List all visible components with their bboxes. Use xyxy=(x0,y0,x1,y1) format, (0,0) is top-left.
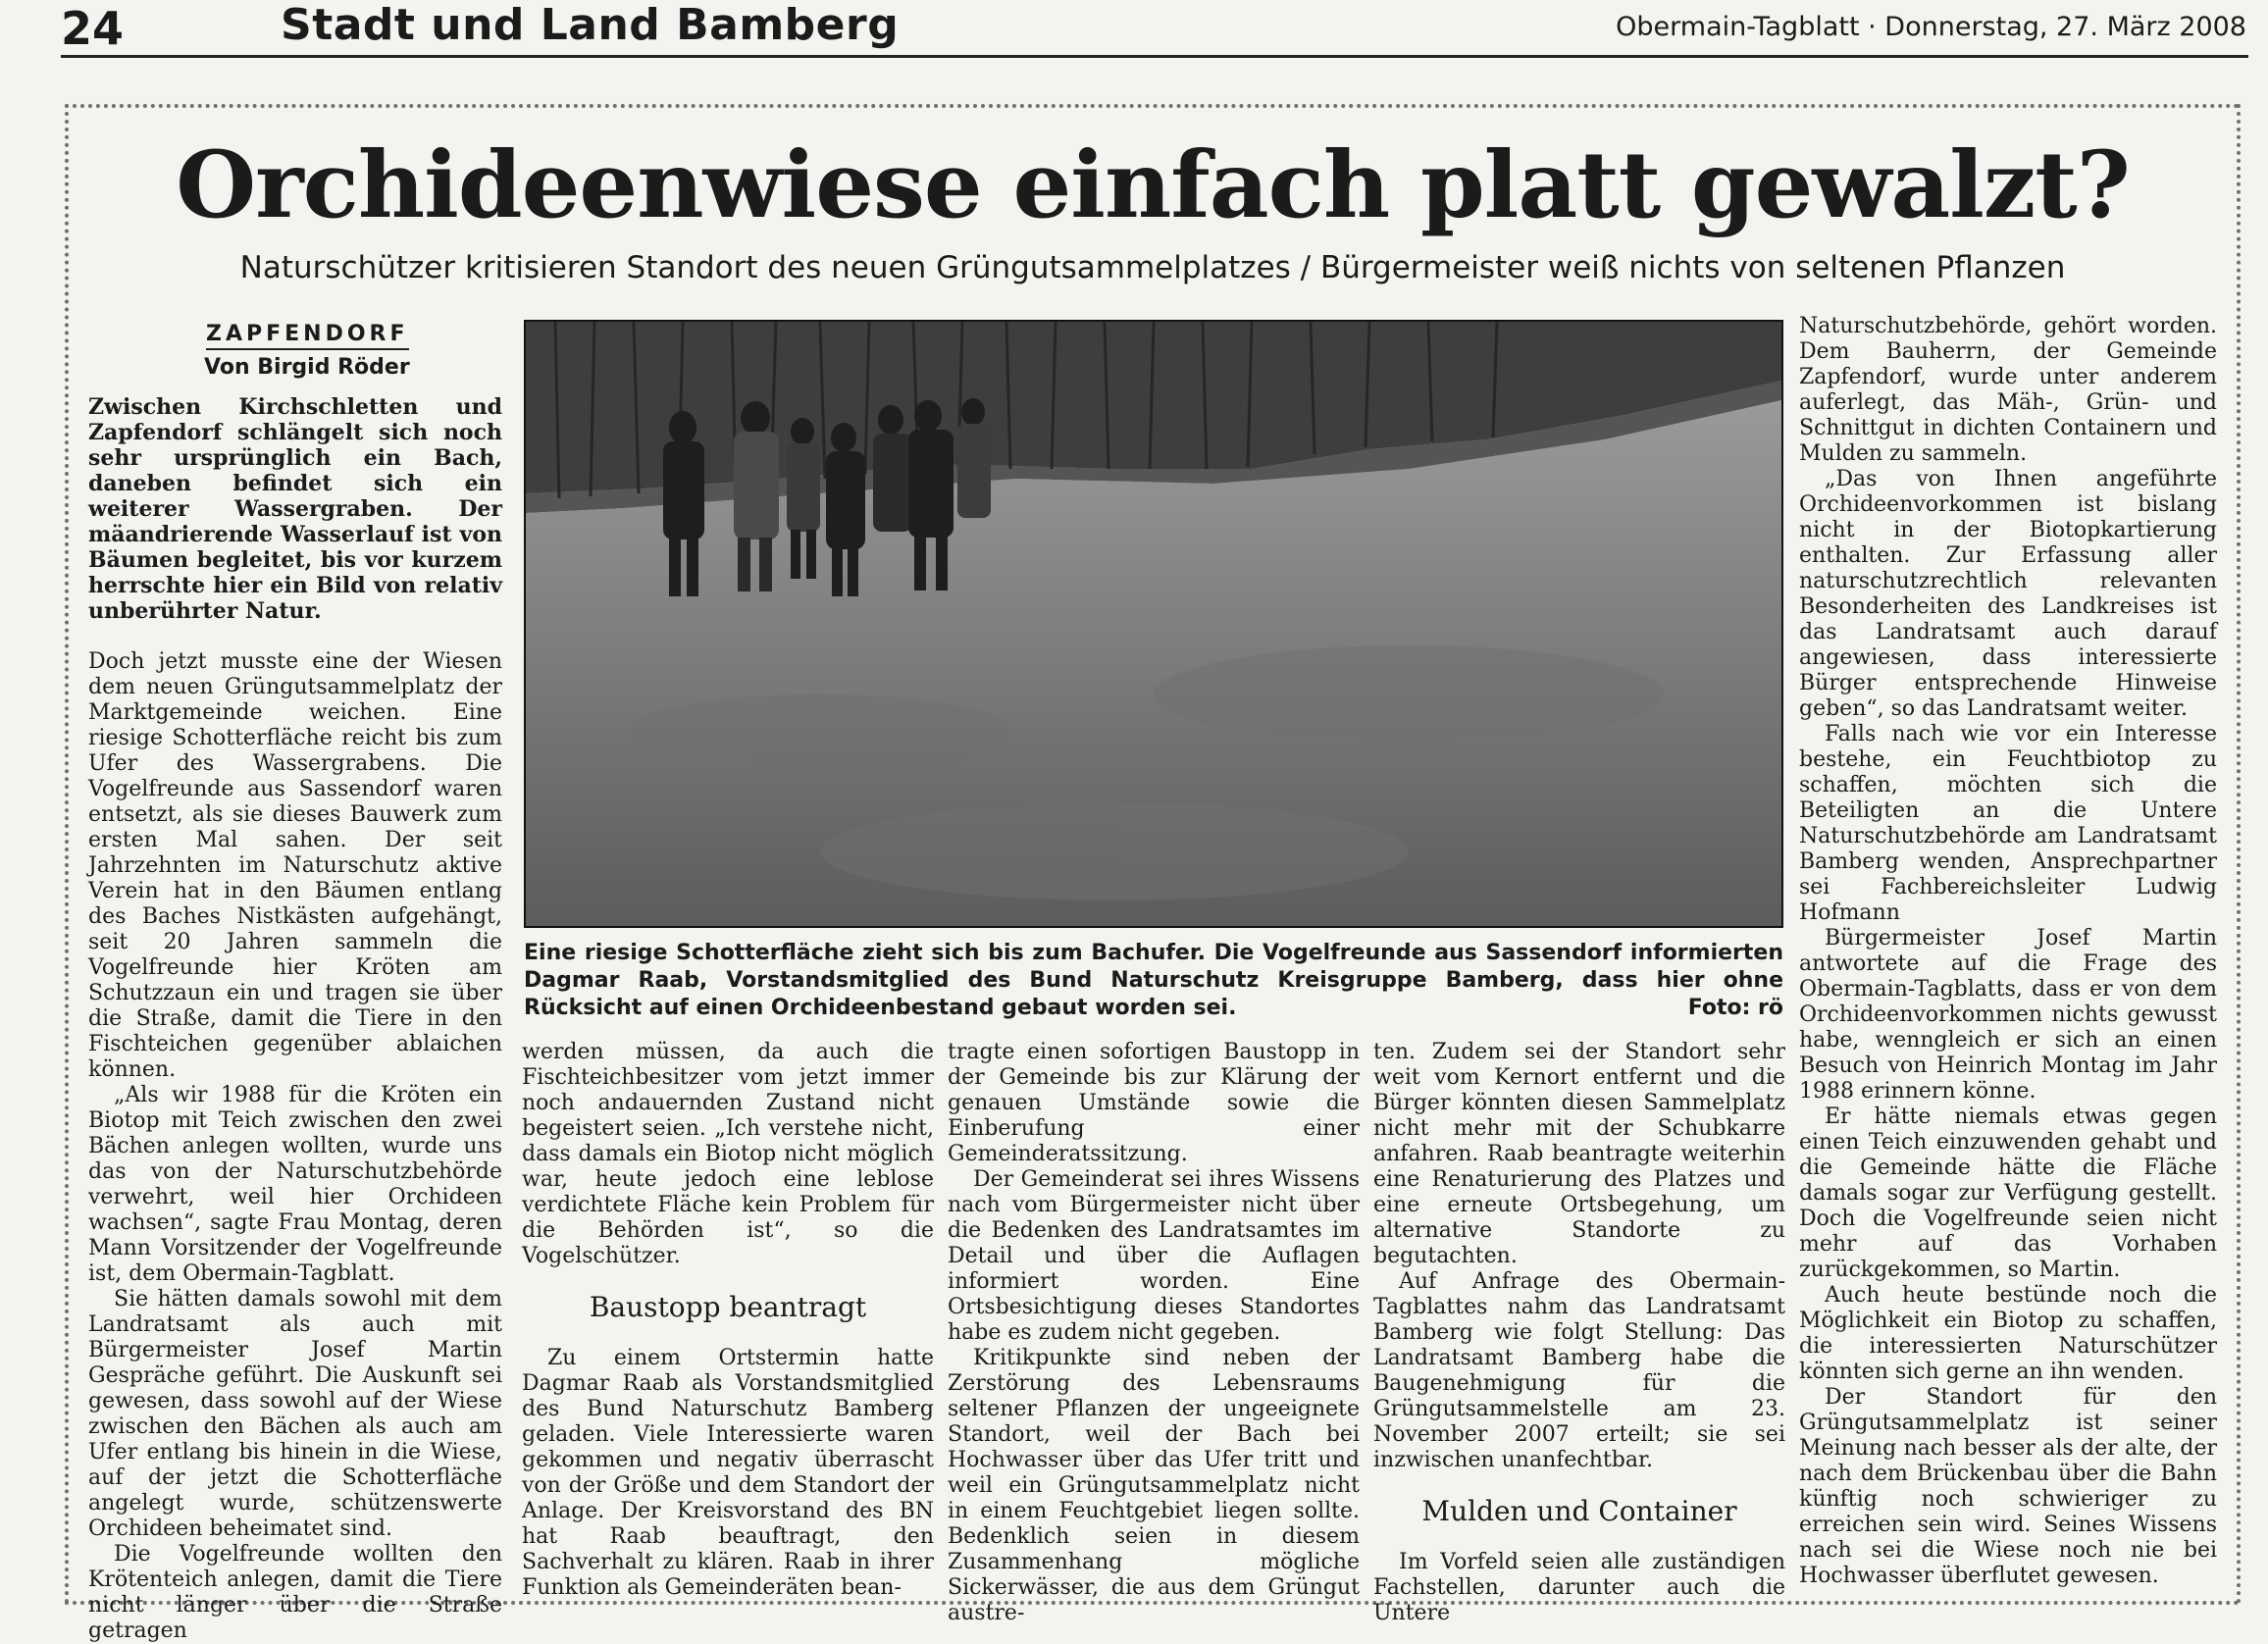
paragraph: tragte einen sofortigen Baustopp in der Gemeinde bis zur Klärung der genauen Umstände sowie die Einberufung einer Gemeinderatssitzung. xyxy=(948,1040,1360,1166)
text-column-3 xyxy=(948,1040,1360,1626)
paragraph: Sie hätten damals sowohl mit dem Landratsamt als auch mit Bürgermeister Josef Martin Gespräche geführt. Die Auskunft sei gewesen, dass sowohl auf der Wiese zwischen den Bächen als auch am Ufer entlang bis hinein in die Wiese, auf der jetzt die Schotterfläche angelegt wurde, schützenswerte Orchideen beheimatet sind. xyxy=(88,1287,502,1541)
paragraph: Falls nach wie vor ein Interesse bestehe, ein Feuchtbiotop zu schaffen, möchten sich die Beteiligten an die Untere Naturschutzbehörde am Landratsamt Bamberg wenden, Ansprechpartner sei Fachbereichsleiter Ludwig Hofmann xyxy=(1799,722,2217,925)
photo-credit: Foto: rö xyxy=(1687,996,1783,1020)
byline: Von Birgid Röder xyxy=(204,355,410,380)
article-subheadline: Naturschützer kritisieren Standort des neuen Grüngutsammelplatzes / Bürgermeister weiß nichts von seltenen Pflanzen xyxy=(239,250,2066,285)
subheading-mulden: Mulden und Container xyxy=(1421,1495,1737,1527)
text-column-2 xyxy=(522,1040,934,1601)
masthead-info: Obermain-Tagblatt · Donnerstag, 27. März 2008 xyxy=(1616,12,2246,42)
paragraph: Kritikpunkte sind neben der Zerstörung des Lebensraums seltener Pflanzen der ungeeignete Standort, weil der Bach bei Hochwasser über das Ufer tritt und weil ein Grüngutsammelplatz nicht in einem Feuchtgebiet liegen sollte. Bedenklich seien in diesem Zusammenhang mögliche Sickerwässer, die aus dem Grüngut austre- xyxy=(948,1346,1360,1625)
paragraph: Naturschutzbehörde, gehört worden. Dem Bauherrn, der Gemeinde Zapfendorf, wurde unter anderem auferlegt, das Mäh-, Grün- und Schnittgut in dichten Containern und Mulden zu sammeln. xyxy=(1799,314,2217,466)
paragraph: Doch jetzt musste eine der Wiesen dem neuen Grüngutsammelplatz der Marktgemeinde weichen. Eine riesige Schotterfläche reicht bis zum Ufer des Wassergrabens. Die Vogelfreunde aus Sassendorf waren entsetzt, als sie dieses Bauwerk zum ersten Mal sahen. Der seit Jahrzehnten im Naturschutz aktive Verein hat in den Bäumen entlang des Baches Nistkästen aufgehängt, seit 20 Jahren sammeln die Vogelfreunde hier Kröten am Schutzzaun ein und tragen sie über die Straße, damit die Tiere in den Fischteichen gegenüber ablaichen können. xyxy=(88,649,502,1082)
article-photo xyxy=(524,320,1783,928)
lead-paragraph: Zwischen Kirchschletten und Zapfendorf schlängelt sich noch sehr ursprünglich ein Bach, daneben befindet sich ein weiterer Wassergraben. Der mäandrierende Wasserlauf ist von Bäumen begleitet, bis vor kurzem herrschte hier ein Bild von relativ unberührter Natur. xyxy=(88,394,502,624)
paragraph: ten. Zudem sei der Standort sehr weit vom Kernort entfernt und die Bürger könnten diesen Sammelplatz nicht mehr mit der Schubkarre anfahren. Raab beantragte weiterhin eine Renaturierung des Platzes und eine erneute Ortsbegehung, um alternative Standorte zu begutachten. xyxy=(1373,1040,1785,1268)
subheading-baustopp: Baustopp beantragt xyxy=(589,1291,867,1323)
paragraph: „Das von Ihnen angeführte Orchideenvorkommen ist bislang nicht in der Biotopkartierung enthalten. Zur Erfassung aller naturschutzrechtlich relevanten Besonderheiten des Landkreises ist das Landratsamt auch darauf angewiesen, dass interessierte Bürger entsprechende Hinweise geben“, so das Landratsamt weiter. xyxy=(1799,467,2217,721)
photo-caption-text: Eine riesige Schotterfläche zieht sich bis zum Bachufer. Die Vogelfreunde aus Sassendorf informierten Dagmar Raab, Vorstandsmitglied des Bund Naturschutz Kreisgruppe Bamberg, dass hier ohne Rücksicht auf einen Orchideenbestand gebaut worden sei. xyxy=(524,941,1783,1020)
paragraph: Auch heute bestünde noch die Möglichkeit ein Biotop zu schaffen, die interessierten Naturschützer könnten sich gerne an ihn wenden. xyxy=(1799,1283,2217,1384)
paragraph: Der Gemeinderat sei ihres Wissens nach vom Bürgermeister nicht über die Bedenken des Landratsamtes im Detail und über die Auflagen informiert worden. Eine Ortsbesichtigung dieses Standortes habe es zudem nicht gegeben. xyxy=(948,1167,1360,1345)
paragraph: Auf Anfrage des Obermain-Tagblattes nahm das Landratsamt Bamberg wie folgt Stellung: Das Landratsamt Bamberg habe die Baugenehmigung für die Grüngutsammelstelle am 23. November 2007 erteilt; sie sei inzwischen unanfechtbar. xyxy=(1373,1269,1785,1472)
photo-caption xyxy=(524,940,1783,1022)
paragraph: Zu einem Ortstermin hatte Dagmar Raab als Vorstandsmitglied des Bund Naturschutz Bamberg geladen. Viele Interessierte waren gekommen und negativ überrascht von der Größe und dem Standort der Anlage. Der Kreisvorstand des BN hat Raab beauftragt, den Sachverhalt zu klären. Raab in ihrer Funktion als Gemeinderäten bean- xyxy=(522,1346,934,1600)
text-column-5 xyxy=(1799,314,2217,1589)
text-column-1 xyxy=(88,394,502,1644)
section-title: Stadt und Land Bamberg xyxy=(281,0,900,50)
paragraph: Er hätte niemals etwas gegen einen Teich einzuwenden gehabt und die Gemeinde hätte die Fläche damals sogar zur Verfügung gestellt. Doch die Vogelfreunde seien nicht mehr auf das Vorhaben zurückgekommen, so Martin. xyxy=(1799,1105,2217,1282)
dateline: ZAPFENDORF xyxy=(206,322,409,350)
paragraph: Bürgermeister Josef Martin antwortete auf die Frage des Obermain-Tagblatts, dass er von dem Orchideenvorkommen nichts gewusst habe, wenngleich er sich an einen Besuch von Heinrich Montag im Jahr 1988 erinnern könne. xyxy=(1799,926,2217,1104)
text-column-4 xyxy=(1373,1040,1785,1626)
article-headline: Orchideenwiese einfach platt gewalzt? xyxy=(176,131,2130,239)
header-rule xyxy=(61,55,2248,58)
paragraph: werden müssen, da auch die Fischteichbesitzer vom jetzt immer noch andauernden Zustand nicht begeistert seien. „Ich verstehe nicht, dass damals ein Biotop nicht möglich war, heute jedoch eine leblose verdichtete Fläche kein Problem für die Behörden ist“, so die Vogelschützer. xyxy=(522,1040,934,1268)
paragraph: Die Vogelfreunde wollten den Krötenteich anlegen, damit die Tiere nicht länger über die Straße getragen xyxy=(88,1542,502,1643)
paragraph: Der Standort für den Grüngutsammelplatz ist seiner Meinung nach besser als der alte, der nach dem Brückenbau über die Bahn künftig noch schwieriger zu erreichen sein wird. Seines Wissens nach sei die Wiese noch nie bei Hochwasser überflutet gewesen. xyxy=(1799,1385,2217,1588)
paragraph: Im Vorfeld seien alle zuständigen Fachstellen, darunter auch die Untere xyxy=(1373,1550,1785,1625)
page-number: 24 xyxy=(61,2,125,55)
paragraph: „Als wir 1988 für die Kröten ein Biotop mit Teich zwischen den zwei Bächen anlegen wollten, wurde uns das von der Naturschutzbehörde verwehrt, weil hier Orchideen wachsen“, sagte Frau Montag, deren Mann Vorsitzender der Vogelfreunde ist, dem Obermain-Tagblatt. xyxy=(88,1083,502,1286)
